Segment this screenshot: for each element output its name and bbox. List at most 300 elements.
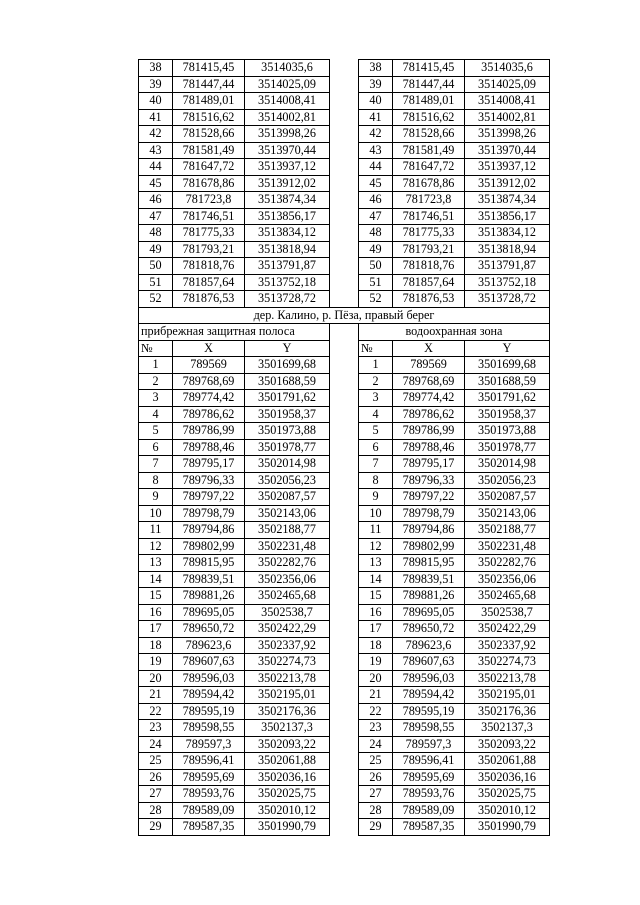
right-y-coordinate: 3502422,29 xyxy=(465,621,550,638)
right-y-coordinate: 3502093,22 xyxy=(465,736,550,753)
left-x-coordinate: 789839,51 xyxy=(173,571,245,588)
table-row xyxy=(139,291,550,308)
left-point-number: 51 xyxy=(139,274,173,291)
left-point-number: 11 xyxy=(139,522,173,539)
right-point-number: 21 xyxy=(359,687,393,704)
left-point-number: 49 xyxy=(139,241,173,258)
right-x-coordinate: 781746,51 xyxy=(393,208,465,225)
right-point-number: 15 xyxy=(359,588,393,605)
left-y-coordinate: 3501973,88 xyxy=(245,423,330,440)
left-point-number: 5 xyxy=(139,423,173,440)
column-gap xyxy=(330,423,359,440)
right-point-number: 25 xyxy=(359,753,393,770)
left-x-coordinate: 789595,69 xyxy=(173,769,245,786)
left-point-number: 12 xyxy=(139,538,173,555)
table-row xyxy=(139,703,550,720)
right-point-number: 3 xyxy=(359,390,393,407)
left-point-number: 39 xyxy=(139,76,173,93)
left-point-number: 43 xyxy=(139,142,173,159)
left-y-coordinate: 3502036,16 xyxy=(245,769,330,786)
left-y-coordinate: 3501958,37 xyxy=(245,406,330,423)
right-y-coordinate: 3514025,09 xyxy=(465,76,550,93)
left-point-number: 6 xyxy=(139,439,173,456)
table-row xyxy=(139,60,550,77)
left-y-coordinate: 3513874,34 xyxy=(245,192,330,209)
left-x-coordinate: 789786,62 xyxy=(173,406,245,423)
right-col-x-header: X xyxy=(393,340,465,357)
column-gap xyxy=(330,208,359,225)
table-row xyxy=(139,753,550,770)
left-x-coordinate: 781647,72 xyxy=(173,159,245,176)
table-row xyxy=(139,390,550,407)
table-row xyxy=(139,687,550,704)
table-row xyxy=(139,505,550,522)
column-gap xyxy=(330,588,359,605)
table-row xyxy=(139,637,550,654)
column-header-row xyxy=(139,340,550,357)
left-zone-heading: прибрежная защитная полоса xyxy=(139,324,330,341)
right-x-coordinate: 789623,6 xyxy=(393,637,465,654)
right-y-coordinate: 3513856,17 xyxy=(465,208,550,225)
table-row xyxy=(139,538,550,555)
right-x-coordinate: 789786,99 xyxy=(393,423,465,440)
right-x-coordinate: 781857,64 xyxy=(393,274,465,291)
column-gap xyxy=(330,654,359,671)
column-gap xyxy=(330,93,359,110)
table-row xyxy=(139,258,550,275)
right-x-coordinate: 789589,09 xyxy=(393,802,465,819)
block1-rows xyxy=(139,60,550,308)
right-x-coordinate: 789796,33 xyxy=(393,472,465,489)
left-point-number: 22 xyxy=(139,703,173,720)
column-gap xyxy=(330,406,359,423)
right-point-number: 8 xyxy=(359,472,393,489)
table-row xyxy=(139,159,550,176)
left-y-coordinate: 3514025,09 xyxy=(245,76,330,93)
left-y-coordinate: 3502014,98 xyxy=(245,456,330,473)
left-x-coordinate: 781723,8 xyxy=(173,192,245,209)
right-x-coordinate: 781415,45 xyxy=(393,60,465,77)
left-y-coordinate: 3513791,87 xyxy=(245,258,330,275)
right-point-number: 23 xyxy=(359,720,393,737)
left-x-coordinate: 789768,69 xyxy=(173,373,245,390)
left-x-coordinate: 789594,42 xyxy=(173,687,245,704)
left-x-coordinate: 781678,86 xyxy=(173,175,245,192)
column-gap xyxy=(330,571,359,588)
left-y-coordinate: 3513752,18 xyxy=(245,274,330,291)
right-col-num-header: № xyxy=(359,340,393,357)
left-x-coordinate: 781415,45 xyxy=(173,60,245,77)
right-x-coordinate: 789802,99 xyxy=(393,538,465,555)
column-gap xyxy=(330,159,359,176)
right-x-coordinate: 781876,53 xyxy=(393,291,465,308)
column-gap xyxy=(330,60,359,77)
table-row xyxy=(139,406,550,423)
right-x-coordinate: 789596,03 xyxy=(393,670,465,687)
left-point-number: 24 xyxy=(139,736,173,753)
right-x-coordinate: 789595,19 xyxy=(393,703,465,720)
left-point-number: 20 xyxy=(139,670,173,687)
right-x-coordinate: 789839,51 xyxy=(393,571,465,588)
table-row xyxy=(139,769,550,786)
column-gap xyxy=(330,505,359,522)
left-x-coordinate: 781793,21 xyxy=(173,241,245,258)
left-point-number: 18 xyxy=(139,637,173,654)
left-x-coordinate: 789881,26 xyxy=(173,588,245,605)
column-gap xyxy=(330,373,359,390)
left-y-coordinate: 3502010,12 xyxy=(245,802,330,819)
right-x-coordinate: 789595,69 xyxy=(393,769,465,786)
right-point-number: 45 xyxy=(359,175,393,192)
right-y-coordinate: 3501699,68 xyxy=(465,357,550,374)
left-point-number: 3 xyxy=(139,390,173,407)
right-point-number: 24 xyxy=(359,736,393,753)
right-y-coordinate: 3513998,26 xyxy=(465,126,550,143)
left-col-x-header: X xyxy=(173,340,245,357)
column-gap xyxy=(330,522,359,539)
right-x-coordinate: 789881,26 xyxy=(393,588,465,605)
right-zone-heading: водоохранная зона xyxy=(359,324,550,341)
coordinate-document xyxy=(138,59,549,836)
section-title: дер. Калино, р. Пёза, правый берег xyxy=(139,307,550,324)
left-x-coordinate: 789774,42 xyxy=(173,390,245,407)
column-gap xyxy=(330,390,359,407)
table-row xyxy=(139,93,550,110)
left-y-coordinate: 3502087,57 xyxy=(245,489,330,506)
table-row xyxy=(139,555,550,572)
right-point-number: 13 xyxy=(359,555,393,572)
left-y-coordinate: 3501791,62 xyxy=(245,390,330,407)
left-y-coordinate: 3502061,88 xyxy=(245,753,330,770)
column-gap xyxy=(330,489,359,506)
table-row xyxy=(139,175,550,192)
left-x-coordinate: 781746,51 xyxy=(173,208,245,225)
left-x-coordinate: 789695,05 xyxy=(173,604,245,621)
right-x-coordinate: 789774,42 xyxy=(393,390,465,407)
column-gap xyxy=(330,753,359,770)
right-point-number: 41 xyxy=(359,109,393,126)
left-x-coordinate: 789587,35 xyxy=(173,819,245,836)
table-row xyxy=(139,439,550,456)
left-point-number: 25 xyxy=(139,753,173,770)
left-y-coordinate: 3502213,78 xyxy=(245,670,330,687)
column-gap xyxy=(330,604,359,621)
table-row xyxy=(139,802,550,819)
left-col-num-header: № xyxy=(139,340,173,357)
right-y-coordinate: 3502213,78 xyxy=(465,670,550,687)
left-x-coordinate: 789815,95 xyxy=(173,555,245,572)
table-row xyxy=(139,472,550,489)
column-gap xyxy=(330,637,359,654)
left-x-coordinate: 789596,41 xyxy=(173,753,245,770)
left-point-number: 42 xyxy=(139,126,173,143)
right-y-coordinate: 3513791,87 xyxy=(465,258,550,275)
right-y-coordinate: 3514002,81 xyxy=(465,109,550,126)
right-x-coordinate: 789594,42 xyxy=(393,687,465,704)
column-gap xyxy=(330,291,359,308)
table-row xyxy=(139,274,550,291)
right-y-coordinate: 3502143,06 xyxy=(465,505,550,522)
column-gap xyxy=(330,786,359,803)
left-y-coordinate: 3513912,02 xyxy=(245,175,330,192)
left-y-coordinate: 3502337,92 xyxy=(245,637,330,654)
table-row xyxy=(139,604,550,621)
left-point-number: 29 xyxy=(139,819,173,836)
right-point-number: 49 xyxy=(359,241,393,258)
left-y-coordinate: 3502143,06 xyxy=(245,505,330,522)
right-point-number: 14 xyxy=(359,571,393,588)
right-point-number: 52 xyxy=(359,291,393,308)
table-row xyxy=(139,142,550,159)
column-gap xyxy=(330,819,359,836)
right-point-number: 5 xyxy=(359,423,393,440)
left-x-coordinate: 781516,62 xyxy=(173,109,245,126)
right-point-number: 39 xyxy=(359,76,393,93)
column-gap xyxy=(330,736,359,753)
column-gap xyxy=(330,621,359,638)
right-y-coordinate: 3501958,37 xyxy=(465,406,550,423)
right-y-coordinate: 3513818,94 xyxy=(465,241,550,258)
right-y-coordinate: 3502274,73 xyxy=(465,654,550,671)
right-col-y-header: Y xyxy=(465,340,550,357)
left-y-coordinate: 3502282,76 xyxy=(245,555,330,572)
right-y-coordinate: 3502176,36 xyxy=(465,703,550,720)
right-y-coordinate: 3502025,75 xyxy=(465,786,550,803)
right-y-coordinate: 3502014,98 xyxy=(465,456,550,473)
left-y-coordinate: 3502137,3 xyxy=(245,720,330,737)
right-y-coordinate: 3502356,06 xyxy=(465,571,550,588)
left-y-coordinate: 3502195,01 xyxy=(245,687,330,704)
right-point-number: 6 xyxy=(359,439,393,456)
right-y-coordinate: 3502282,76 xyxy=(465,555,550,572)
right-y-coordinate: 3514035,6 xyxy=(465,60,550,77)
right-x-coordinate: 781528,66 xyxy=(393,126,465,143)
right-x-coordinate: 781818,76 xyxy=(393,258,465,275)
column-gap xyxy=(330,472,359,489)
right-x-coordinate: 781678,86 xyxy=(393,175,465,192)
left-y-coordinate: 3502274,73 xyxy=(245,654,330,671)
right-point-number: 10 xyxy=(359,505,393,522)
right-x-coordinate: 789607,63 xyxy=(393,654,465,671)
right-point-number: 47 xyxy=(359,208,393,225)
left-point-number: 8 xyxy=(139,472,173,489)
table-row xyxy=(139,208,550,225)
left-x-coordinate: 789786,99 xyxy=(173,423,245,440)
right-y-coordinate: 3513834,12 xyxy=(465,225,550,242)
left-y-coordinate: 3513937,12 xyxy=(245,159,330,176)
right-y-coordinate: 3502538,7 xyxy=(465,604,550,621)
column-gap xyxy=(330,142,359,159)
right-point-number: 26 xyxy=(359,769,393,786)
left-y-coordinate: 3502188,77 xyxy=(245,522,330,539)
left-y-coordinate: 3501699,68 xyxy=(245,357,330,374)
right-x-coordinate: 789768,69 xyxy=(393,373,465,390)
left-point-number: 40 xyxy=(139,93,173,110)
left-point-number: 45 xyxy=(139,175,173,192)
left-point-number: 47 xyxy=(139,208,173,225)
right-point-number: 9 xyxy=(359,489,393,506)
table-row xyxy=(139,522,550,539)
right-point-number: 29 xyxy=(359,819,393,836)
right-x-coordinate: 789597,3 xyxy=(393,736,465,753)
left-y-coordinate: 3513834,12 xyxy=(245,225,330,242)
right-y-coordinate: 3514008,41 xyxy=(465,93,550,110)
right-x-coordinate: 789587,35 xyxy=(393,819,465,836)
right-point-number: 42 xyxy=(359,126,393,143)
left-y-coordinate: 3514035,6 xyxy=(245,60,330,77)
left-y-coordinate: 3501688,59 xyxy=(245,373,330,390)
left-x-coordinate: 789650,72 xyxy=(173,621,245,638)
right-y-coordinate: 3513937,12 xyxy=(465,159,550,176)
column-gap xyxy=(330,687,359,704)
right-y-coordinate: 3502337,92 xyxy=(465,637,550,654)
column-gap xyxy=(330,538,359,555)
table-row xyxy=(139,489,550,506)
right-point-number: 38 xyxy=(359,60,393,77)
left-point-number: 38 xyxy=(139,60,173,77)
right-x-coordinate: 781793,21 xyxy=(393,241,465,258)
left-x-coordinate: 789593,76 xyxy=(173,786,245,803)
table-row xyxy=(139,126,550,143)
left-x-coordinate: 781528,66 xyxy=(173,126,245,143)
left-x-coordinate: 781581,49 xyxy=(173,142,245,159)
left-x-coordinate: 789794,86 xyxy=(173,522,245,539)
column-gap xyxy=(330,175,359,192)
right-point-number: 43 xyxy=(359,142,393,159)
left-point-number: 14 xyxy=(139,571,173,588)
right-x-coordinate: 789786,62 xyxy=(393,406,465,423)
left-point-number: 28 xyxy=(139,802,173,819)
right-point-number: 12 xyxy=(359,538,393,555)
zone-heading-row xyxy=(139,324,550,341)
right-point-number: 18 xyxy=(359,637,393,654)
left-point-number: 27 xyxy=(139,786,173,803)
left-x-coordinate: 789797,22 xyxy=(173,489,245,506)
right-point-number: 50 xyxy=(359,258,393,275)
column-gap xyxy=(330,126,359,143)
left-point-number: 19 xyxy=(139,654,173,671)
left-point-number: 17 xyxy=(139,621,173,638)
right-x-coordinate: 781489,01 xyxy=(393,93,465,110)
left-point-number: 7 xyxy=(139,456,173,473)
left-x-coordinate: 789598,55 xyxy=(173,720,245,737)
left-point-number: 46 xyxy=(139,192,173,209)
section-title-row xyxy=(139,307,550,324)
right-point-number: 20 xyxy=(359,670,393,687)
left-point-number: 13 xyxy=(139,555,173,572)
right-y-coordinate: 3502010,12 xyxy=(465,802,550,819)
table-row xyxy=(139,670,550,687)
right-y-coordinate: 3501973,88 xyxy=(465,423,550,440)
right-y-coordinate: 3502188,77 xyxy=(465,522,550,539)
left-point-number: 4 xyxy=(139,406,173,423)
right-x-coordinate: 789598,55 xyxy=(393,720,465,737)
column-gap xyxy=(330,555,359,572)
right-x-coordinate: 789596,41 xyxy=(393,753,465,770)
column-gap xyxy=(330,357,359,374)
left-x-coordinate: 781775,33 xyxy=(173,225,245,242)
right-y-coordinate: 3502195,01 xyxy=(465,687,550,704)
left-x-coordinate: 789597,3 xyxy=(173,736,245,753)
table-row xyxy=(139,571,550,588)
section-header xyxy=(139,307,550,357)
left-y-coordinate: 3514002,81 xyxy=(245,109,330,126)
right-y-coordinate: 3513912,02 xyxy=(465,175,550,192)
left-y-coordinate: 3502176,36 xyxy=(245,703,330,720)
right-point-number: 44 xyxy=(359,159,393,176)
table-row xyxy=(139,736,550,753)
right-x-coordinate: 781581,49 xyxy=(393,142,465,159)
left-x-coordinate: 789802,99 xyxy=(173,538,245,555)
right-point-number: 40 xyxy=(359,93,393,110)
table-row xyxy=(139,192,550,209)
column-gap xyxy=(330,340,359,357)
table-row xyxy=(139,373,550,390)
left-y-coordinate: 3502056,23 xyxy=(245,472,330,489)
right-y-coordinate: 3501978,77 xyxy=(465,439,550,456)
left-y-coordinate: 3514008,41 xyxy=(245,93,330,110)
left-point-number: 26 xyxy=(139,769,173,786)
right-point-number: 19 xyxy=(359,654,393,671)
table-row xyxy=(139,357,550,374)
column-gap xyxy=(330,703,359,720)
left-x-coordinate: 789795,17 xyxy=(173,456,245,473)
right-y-coordinate: 3501791,62 xyxy=(465,390,550,407)
left-x-coordinate: 789623,6 xyxy=(173,637,245,654)
right-y-coordinate: 3502465,68 xyxy=(465,588,550,605)
left-y-coordinate: 3513970,44 xyxy=(245,142,330,159)
table-row xyxy=(139,423,550,440)
column-gap xyxy=(330,241,359,258)
left-point-number: 23 xyxy=(139,720,173,737)
right-x-coordinate: 789788,46 xyxy=(393,439,465,456)
left-point-number: 2 xyxy=(139,373,173,390)
left-y-coordinate: 3513728,72 xyxy=(245,291,330,308)
column-gap xyxy=(330,324,359,341)
column-gap xyxy=(330,258,359,275)
right-x-coordinate: 789795,17 xyxy=(393,456,465,473)
column-gap xyxy=(330,456,359,473)
table-row xyxy=(139,109,550,126)
table-row xyxy=(139,241,550,258)
right-point-number: 28 xyxy=(359,802,393,819)
right-x-coordinate: 789794,86 xyxy=(393,522,465,539)
right-x-coordinate: 781723,8 xyxy=(393,192,465,209)
left-x-coordinate: 789569 xyxy=(173,357,245,374)
right-y-coordinate: 3513874,34 xyxy=(465,192,550,209)
table-row xyxy=(139,588,550,605)
table-row xyxy=(139,819,550,836)
table-row xyxy=(139,76,550,93)
right-x-coordinate: 789797,22 xyxy=(393,489,465,506)
table-row xyxy=(139,654,550,671)
left-x-coordinate: 789595,19 xyxy=(173,703,245,720)
left-x-coordinate: 789607,63 xyxy=(173,654,245,671)
left-x-coordinate: 789798,79 xyxy=(173,505,245,522)
table-row xyxy=(139,786,550,803)
column-gap xyxy=(330,720,359,737)
right-y-coordinate: 3502061,88 xyxy=(465,753,550,770)
left-point-number: 41 xyxy=(139,109,173,126)
right-point-number: 1 xyxy=(359,357,393,374)
right-x-coordinate: 781447,44 xyxy=(393,76,465,93)
right-point-number: 17 xyxy=(359,621,393,638)
right-point-number: 48 xyxy=(359,225,393,242)
right-x-coordinate: 781775,33 xyxy=(393,225,465,242)
column-gap xyxy=(330,274,359,291)
left-x-coordinate: 781857,64 xyxy=(173,274,245,291)
column-gap xyxy=(330,192,359,209)
